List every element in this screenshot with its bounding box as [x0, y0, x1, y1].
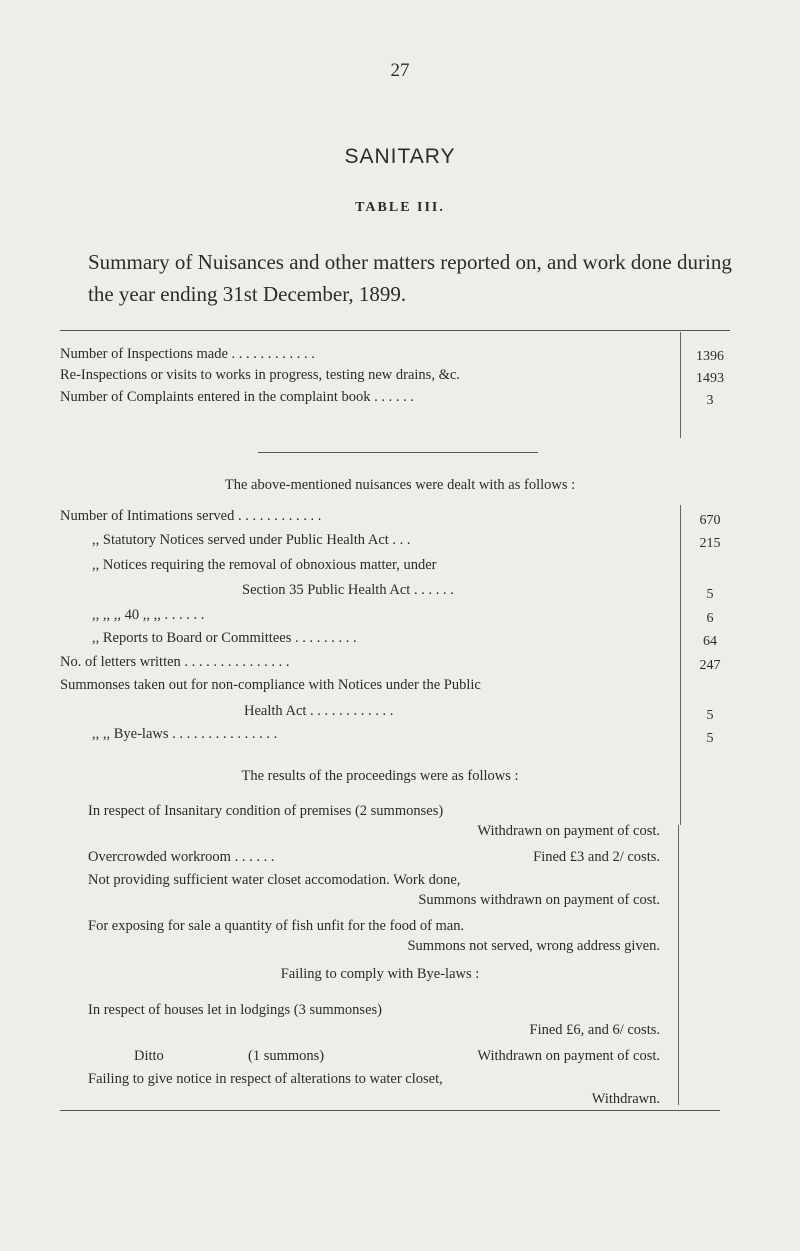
complaints-label: Number of Complaints entered in the complaint book . . . . . . [60, 389, 414, 405]
intimations-value: 670 [699, 513, 721, 528]
inspections-value: 1396 [696, 349, 724, 364]
section-40-value: 6 [706, 611, 714, 626]
result-alterations-outcome: Withdrawn. [591, 1091, 660, 1107]
byelaws-label: ,, ,, Bye-laws . . . . . . . . . . . . . . . [92, 726, 278, 742]
result-insanitary-outcome: Withdrawn on payment of cost. [477, 823, 660, 839]
column-divider-results [678, 825, 679, 1105]
short-rule [258, 452, 538, 453]
result-water-closet: Not providing sufficient water closet accomodation. Work done, [88, 872, 461, 888]
result-lodgings: In respect of houses let in lodgings (3 summonses) [88, 1002, 382, 1018]
results-intro: The results of the proceedings were as follows : [241, 768, 519, 784]
summonses-label: Summonses taken out for non-compliance with Notices under the Public [60, 677, 481, 693]
table-title: TABLE III. [355, 200, 445, 215]
result-insanitary: In respect of Insanitary condition of premises (2 summonses) [88, 803, 444, 819]
bottom-rule [60, 1110, 720, 1111]
statutory-notices-label: ,, Statutory Notices served under Public Health Act . . . [92, 532, 411, 548]
result-water-closet-outcome: Summons withdrawn on payment of cost. [418, 892, 660, 908]
result-overcrowded-outcome: Fined £3 and 2/ costs. [533, 849, 660, 865]
result-fish-outcome: Summons not served, wrong address given. [407, 938, 660, 954]
section-35-value: 5 [706, 587, 714, 602]
result-ditto: Ditto [134, 1048, 164, 1064]
complaints-value: 3 [706, 393, 714, 408]
byelaws-value: 5 [706, 731, 714, 746]
health-act-label: Health Act . . . . . . . . . . . . [244, 703, 394, 719]
result-ditto-outcome: Withdrawn on payment of cost. [477, 1048, 660, 1064]
result-alterations: Failing to give notice in respect of alterations to water closet, [88, 1071, 443, 1087]
reinspections-label: Re-Inspections or visits to works in progress, testing new drains, &c. [60, 367, 460, 383]
reinspections-value: 1493 [696, 371, 724, 386]
result-lodgings-outcome: Fined £6, and 6/ costs. [529, 1022, 660, 1038]
intimations-label: Number of Intimations served . . . . . . . . . . . . [60, 508, 322, 524]
summary-title: Summary of Nuisances and other matters reported on, and work done during the year ending 31st December, 1899. [88, 250, 732, 306]
letters-value: 247 [699, 658, 721, 673]
inspections-label: Number of Inspections made . . . . . . . . . . . . [60, 346, 315, 362]
reports-label: ,, Reports to Board or Committees . . . . . . . . . [92, 630, 357, 646]
statutory-notices-value: 215 [699, 536, 721, 551]
result-overcrowded: Overcrowded workroom . . . . . . [88, 849, 275, 865]
section-35-label: Section 35 Public Health Act . . . . . . [242, 582, 454, 598]
health-act-value: 5 [706, 708, 714, 723]
page-heading: SANITARY [344, 145, 456, 168]
letters-label: No. of letters written . . . . . . . . . . . . . . . [60, 654, 290, 670]
section-40-label: ,, ,, ,, 40 ,, ,, . . . . . . [92, 607, 205, 623]
result-fish: For exposing for sale a quantity of fish unfit for the food of man. [88, 918, 465, 934]
reports-value: 64 [703, 634, 717, 649]
byelaws-intro: Failing to comply with Bye-laws : [280, 966, 480, 982]
result-ditto-summons: (1 summons) [248, 1048, 325, 1064]
obnoxious-notices-label: ,, Notices requiring the removal of obnoxious matter, under [92, 557, 437, 573]
dealt-intro: The above-mentioned nuisances were dealt with as follows : [224, 477, 576, 493]
page-number: 27 [390, 60, 410, 81]
top-rule [60, 330, 730, 331]
